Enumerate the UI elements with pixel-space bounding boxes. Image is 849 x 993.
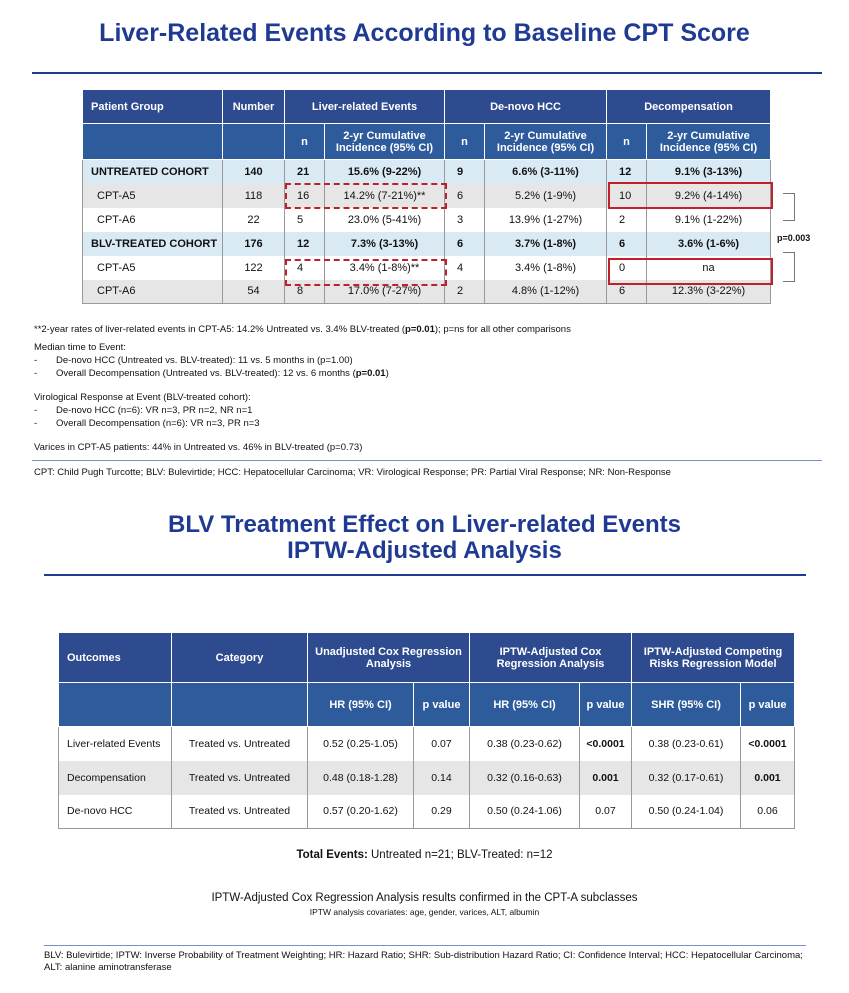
cell-shr-p: 0.06 bbox=[741, 795, 795, 829]
cell-hcc-n: 2 bbox=[445, 280, 485, 304]
abbrev-divider bbox=[44, 945, 806, 946]
pvalue-label: p=0.003 bbox=[777, 233, 811, 243]
header-blank bbox=[172, 683, 308, 727]
table-row bbox=[83, 160, 771, 184]
comparison-bracket-top bbox=[783, 193, 795, 221]
header-decompensation: Decompensation bbox=[607, 90, 771, 124]
bullet-dash: - bbox=[34, 355, 38, 366]
cell-dc-n: 10 bbox=[607, 184, 647, 208]
header-hcc: De-novo HCC bbox=[445, 90, 607, 124]
cell-dc-ci: 9.1% (3-13%) bbox=[647, 160, 771, 184]
header-unadjusted: Unadjusted Cox Regression Analysis bbox=[308, 633, 470, 683]
footnote-text-end: ); p=ns for all other comparisons bbox=[434, 324, 571, 335]
cell-dc-n: 12 bbox=[607, 160, 647, 184]
cell-cox-hr: 0.32 (0.16-0.63) bbox=[470, 761, 580, 795]
cell-hcc-n: 6 bbox=[445, 184, 485, 208]
cell-number: 118 bbox=[223, 184, 285, 208]
viro-hcc-text: De-novo HCC (n=6): VR n=3, PR n=2, NR n=1 bbox=[56, 405, 253, 416]
cell-le-n: 16 bbox=[285, 184, 325, 208]
cell-unadj-hr: 0.52 (0.25-1.05) bbox=[308, 727, 414, 761]
header-cumulative: 2-yr Cumulative Incidence (95% CI) bbox=[485, 124, 607, 160]
comparison-bracket-bottom bbox=[783, 252, 795, 282]
abbreviations-1: CPT: Child Pugh Turcotte; BLV: Bulevirtide; HCC: Hepatocellular Carcinoma; VR: Virological Response; PR: Partial Viral Response; NR: Non-Response bbox=[34, 467, 671, 478]
median-decomp bbox=[34, 367, 389, 380]
cell-outcome: Decompensation bbox=[59, 761, 172, 795]
cell-category: Treated vs. Untreated bbox=[172, 727, 308, 761]
cell-shr-p: <0.0001 bbox=[741, 727, 795, 761]
header-hr: HR (95% CI) bbox=[470, 683, 580, 727]
cell-group: UNTREATED COHORT bbox=[83, 160, 223, 184]
header-pvalue: p value bbox=[741, 683, 795, 727]
confirm-note: IPTW-Adjusted Cox Regression Analysis results confirmed in the CPT-A subclasses bbox=[211, 892, 638, 904]
header-n: n bbox=[445, 124, 485, 160]
header-number: Number bbox=[223, 90, 285, 124]
cell-unadj-p: 0.29 bbox=[414, 795, 470, 829]
table-row bbox=[83, 208, 771, 232]
cell-cox-hr: 0.38 (0.23-0.62) bbox=[470, 727, 580, 761]
cell-le-ci: 14.2% (7-21%)** bbox=[325, 184, 445, 208]
header-outcomes: Outcomes bbox=[59, 633, 172, 683]
cell-shr: 0.50 (0.24-1.04) bbox=[632, 795, 741, 829]
header-iptw-cox: IPTW-Adjusted Cox Regression Analysis bbox=[470, 633, 632, 683]
cell-le-n: 21 bbox=[285, 160, 325, 184]
median-hcc bbox=[34, 354, 353, 367]
cell-hcc-ci: 4.8% (1-12%) bbox=[485, 280, 607, 304]
median-hcc-text: De-novo HCC (Untreated vs. BLV-treated): 11 vs. 5 months in (p=1.00) bbox=[56, 355, 353, 366]
cell-group: CPT-A6 bbox=[83, 208, 223, 232]
cell-unadj-p: 0.07 bbox=[414, 727, 470, 761]
cell-shr-p: 0.001 bbox=[741, 761, 795, 795]
footnote-text: **2-year rates of liver-related events in CPT-A5: 14.2% Untreated vs. 3.4% BLV-treated ( bbox=[34, 324, 406, 335]
cell-unadj-hr: 0.57 (0.20-1.62) bbox=[308, 795, 414, 829]
cell-number: 176 bbox=[223, 232, 285, 256]
highlight-dashed-untreated bbox=[285, 183, 447, 209]
footnote-pvalue: p=0.01 bbox=[405, 324, 435, 335]
header-shr: SHR (95% CI) bbox=[632, 683, 741, 727]
cell-dc-ci: 9.2% (4-14%) bbox=[647, 184, 771, 208]
cell-hcc-ci: 3.4% (1-8%) bbox=[485, 256, 607, 280]
cell-number: 54 bbox=[223, 280, 285, 304]
cell-category: Treated vs. Untreated bbox=[172, 795, 308, 829]
total-events bbox=[0, 849, 849, 861]
section-divider bbox=[44, 574, 806, 576]
table-row bbox=[59, 727, 795, 761]
table-row bbox=[59, 761, 795, 795]
section-subtitle: IPTW-Adjusted Analysis bbox=[287, 537, 562, 564]
viro-title: Virological Response at Event (BLV-treated cohort): bbox=[34, 392, 251, 403]
cell-le-n: 8 bbox=[285, 280, 325, 304]
header-pvalue: p value bbox=[414, 683, 470, 727]
cell-unadj-hr: 0.48 (0.18-1.28) bbox=[308, 761, 414, 795]
header-liver-events: Liver-related Events bbox=[285, 90, 445, 124]
cell-hcc-ci: 5.2% (1-9%) bbox=[485, 184, 607, 208]
cell-le-ci: 15.6% (9-22%) bbox=[325, 160, 445, 184]
header-hr: HR (95% CI) bbox=[308, 683, 414, 727]
header-blank bbox=[59, 683, 172, 727]
cell-cox-p: <0.0001 bbox=[580, 727, 632, 761]
header-blank bbox=[83, 124, 223, 160]
cell-hcc-ci: 3.7% (1-8%) bbox=[485, 232, 607, 256]
cell-dc-ci: 3.6% (1-6%) bbox=[647, 232, 771, 256]
header-blank bbox=[223, 124, 285, 160]
abbreviations-2: BLV: Bulevirtide; IPTW: Inverse Probability of Treatment Weighting; HR: Hazard Ratio; SHR: Sub-distribution Hazard Ratio; CI: Confidence Interval; HCC: Hepatocellular Carcinoma; ALT: alanine aminotransferase bbox=[44, 950, 803, 973]
footnote bbox=[34, 323, 571, 336]
cell-group: CPT-A6 bbox=[83, 280, 223, 304]
cell-hcc-n: 4 bbox=[445, 256, 485, 280]
header-iptw-competing: IPTW-Adjusted Competing Risks Regression Model bbox=[632, 633, 795, 683]
cell-le-n: 5 bbox=[285, 208, 325, 232]
cell-hcc-ci: 6.6% (3-11%) bbox=[485, 160, 607, 184]
cell-outcome: De-novo HCC bbox=[59, 795, 172, 829]
cell-le-ci: 17.0% (7-27%) bbox=[325, 280, 445, 304]
iptw-table bbox=[58, 632, 795, 829]
covariates-note: IPTW analysis covariates: age, gender, varices, ALT, albumin bbox=[309, 907, 540, 917]
cell-le-ci: 3.4% (1-8%)** bbox=[325, 256, 445, 280]
cell-outcome: Liver-related Events bbox=[59, 727, 172, 761]
cell-le-ci: 23.0% (5-41%) bbox=[325, 208, 445, 232]
header-cumulative: 2-yr Cumulative Incidence (95% CI) bbox=[647, 124, 771, 160]
cell-shr: 0.38 (0.23-0.61) bbox=[632, 727, 741, 761]
median-title: Median time to Event: bbox=[34, 342, 126, 353]
cell-dc-ci: 9.1% (1-22%) bbox=[647, 208, 771, 232]
cell-number: 122 bbox=[223, 256, 285, 280]
header-pvalue: p value bbox=[580, 683, 632, 727]
total-events-text: Untreated n=21; BLV-Treated: n=12 bbox=[367, 849, 553, 861]
cell-dc-ci: na bbox=[647, 256, 771, 280]
median-decomp-end: ) bbox=[385, 368, 389, 379]
cell-hcc-ci: 13.9% (1-27%) bbox=[485, 208, 607, 232]
cell-cox-hr: 0.50 (0.24-1.06) bbox=[470, 795, 580, 829]
cell-dc-n: 0 bbox=[607, 256, 647, 280]
cell-dc-n: 6 bbox=[607, 232, 647, 256]
median-decomp-text: Overall Decompensation (Untreated vs. BLV-treated): 12 vs. 6 months ( bbox=[56, 368, 356, 379]
viro-hcc bbox=[34, 404, 252, 417]
cell-le-n: 12 bbox=[285, 232, 325, 256]
table-row bbox=[83, 232, 771, 256]
header-patient-group: Patient Group bbox=[83, 90, 223, 124]
cell-le-ci: 7.3% (3-13%) bbox=[325, 232, 445, 256]
median-decomp-pvalue: p=0.01 bbox=[355, 368, 386, 379]
cell-hcc-n: 6 bbox=[445, 232, 485, 256]
bullet-dash: - bbox=[34, 368, 38, 379]
bullet-dash: - bbox=[34, 405, 38, 416]
cell-group: CPT-A5 bbox=[83, 256, 223, 280]
cell-unadj-p: 0.14 bbox=[414, 761, 470, 795]
cell-number: 140 bbox=[223, 160, 285, 184]
notes-divider bbox=[32, 460, 822, 461]
header-n: n bbox=[607, 124, 647, 160]
highlight-solid-treated bbox=[608, 258, 773, 285]
header-category: Category bbox=[172, 633, 308, 683]
cell-hcc-n: 3 bbox=[445, 208, 485, 232]
header-cumulative: 2-yr Cumulative Incidence (95% CI) bbox=[325, 124, 445, 160]
cell-cox-p: 0.001 bbox=[580, 761, 632, 795]
total-events-label: Total Events: bbox=[296, 849, 368, 861]
cell-group: BLV-TREATED COHORT bbox=[83, 232, 223, 256]
cell-le-n: 4 bbox=[285, 256, 325, 280]
cell-dc-n: 6 bbox=[607, 280, 647, 304]
highlight-solid-untreated bbox=[608, 182, 773, 209]
bullet-dash: - bbox=[34, 418, 38, 429]
header-n: n bbox=[285, 124, 325, 160]
cell-group: CPT-A5 bbox=[83, 184, 223, 208]
page-title: Liver-Related Events According to Baseline CPT Score bbox=[99, 19, 750, 47]
cell-shr: 0.32 (0.17-0.61) bbox=[632, 761, 741, 795]
section-title: BLV Treatment Effect on Liver-related Events bbox=[167, 511, 682, 538]
cell-category: Treated vs. Untreated bbox=[172, 761, 308, 795]
table-row bbox=[59, 795, 795, 829]
cell-dc-ci: 12.3% (3-22%) bbox=[647, 280, 771, 304]
cell-cox-p: 0.07 bbox=[580, 795, 632, 829]
cell-hcc-n: 9 bbox=[445, 160, 485, 184]
highlight-dashed-treated bbox=[285, 259, 447, 286]
cell-dc-n: 2 bbox=[607, 208, 647, 232]
cell-number: 22 bbox=[223, 208, 285, 232]
varices-note: Varices in CPT-A5 patients: 44% in Untreated vs. 46% in BLV-treated (p=0.73) bbox=[34, 442, 363, 453]
viro-decomp-text: Overall Decompensation (n=6): VR n=3, PR n=3 bbox=[56, 418, 260, 429]
viro-decomp bbox=[34, 417, 260, 430]
title-divider bbox=[32, 72, 822, 74]
